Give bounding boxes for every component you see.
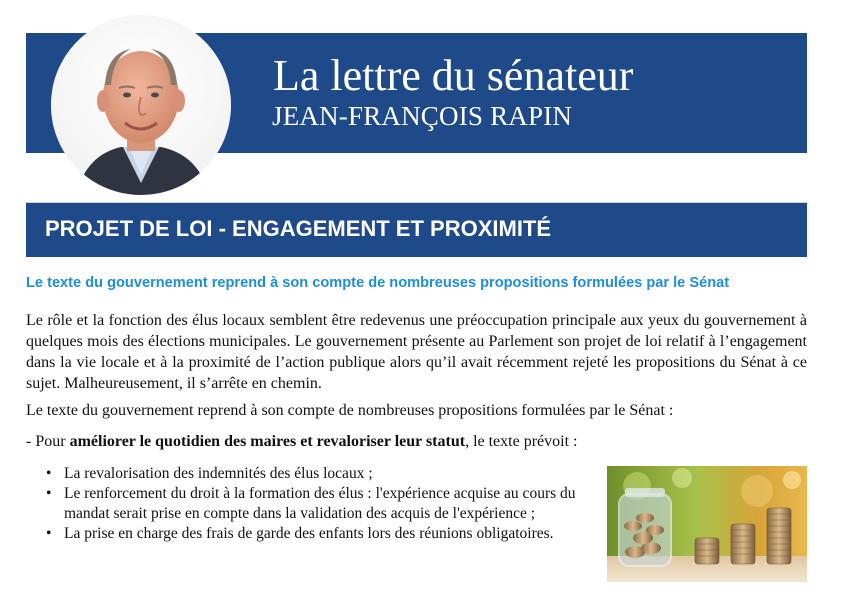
lead-text: Le texte du gouvernement reprend à son compte de nombreuses propositions formulées par le Sénat [26,275,730,291]
mayors-suffix: , le texte prévoit : [465,433,578,450]
newsletter-title: La lettre du sénateur [273,51,634,100]
paragraph-mayors [26,431,807,452]
mayors-bold: améliorer le quotidien des maires et revaloriser leur statut [69,433,466,450]
coins-photo [607,466,807,582]
list-item: • Le renforcement du droit à la formation des élus : l'expérience acquise au cours du mandat serait prise en compte dans la validation des acquis de l'expérience ; [26,484,586,524]
paragraph-proposals: Le texte du gouvernement reprend à son compte de nombreuses propositions formulées par le Sénat : [26,402,674,419]
measures-list [26,464,586,544]
section-title: PROJET DE LOI - ENGAGEMENT ET PROXIMITÉ [45,216,552,241]
senator-portrait [51,15,231,195]
mayors-prefix: - Pour [26,433,70,450]
list-item: • La prise en charge des frais de garde des enfants lors des réunions obligatoires. [26,524,586,544]
portrait-image [51,15,231,195]
list-item: • La revalorisation des indemnités des élus locaux ; [26,464,586,484]
paragraph-intro: Le rôle et la fonction des élus locaux semblent être redevenus une préoccupation principale aux yeux du gouvernement à quelques mois des élections municipales. Le gouvernement présente au Parlement son projet de loi relatif à l’engagement dans la vie locale et à la proximité de l’action publique alors qu’il avait récemment rejeté les propositions du Sénat à ce sujet. Malheureusement, il s’arrête en chemin. [26,312,807,392]
coin-stacks-image [607,466,807,582]
senator-name: JEAN-FRANÇOIS RAPIN [272,101,573,131]
